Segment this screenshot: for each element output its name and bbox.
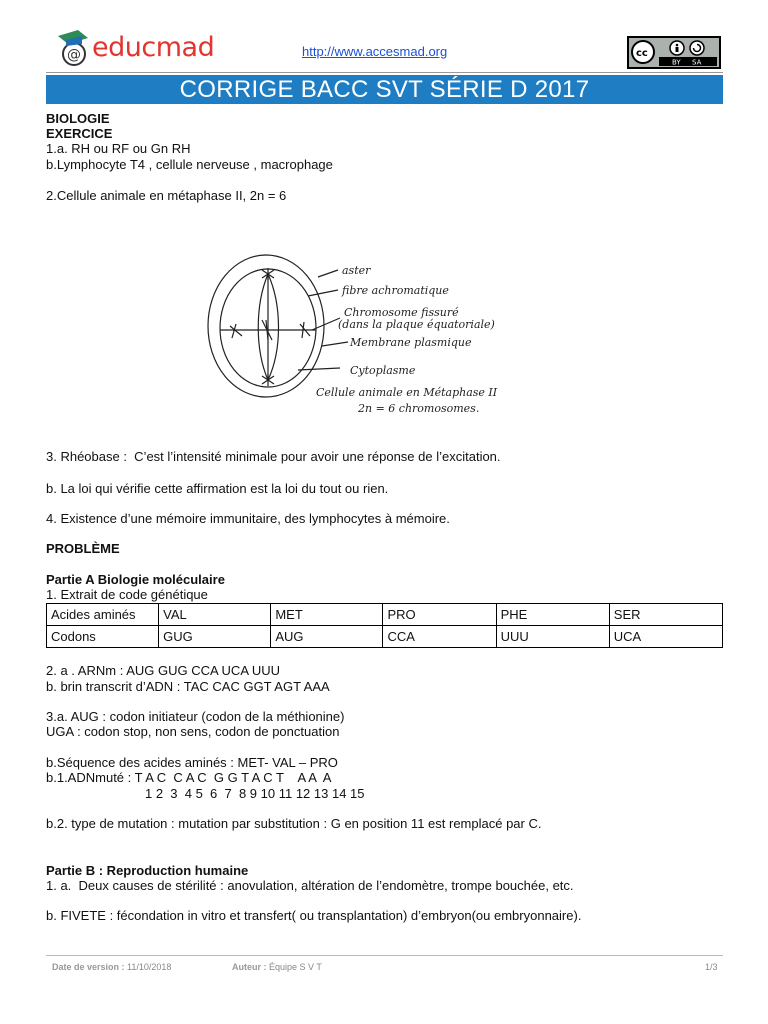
- answer-3b: b.Séquence des acides aminés : MET- VAL – PRO: [46, 755, 338, 770]
- spindle-fiber: [268, 274, 279, 380]
- subheading-partie-a: Partie A Biologie moléculaire: [46, 572, 225, 587]
- footer-divider: [46, 955, 723, 956]
- answer-b1b: b. FIVETE : fécondation in vitro et transfert( ou transplantation) d’embryon(ou embryonnaire).: [46, 908, 582, 923]
- label-cellule: Cellule animale en Métaphase II: [316, 386, 498, 399]
- subheading-exercice: EXERCICE: [46, 126, 113, 141]
- aster-bottom: [262, 374, 274, 386]
- header-divider: [46, 72, 723, 73]
- logo-icon: [52, 28, 96, 72]
- footer-page-number: 1/3: [705, 962, 718, 972]
- label-aster: aster: [342, 264, 371, 277]
- answer-1a: 1.a. RH ou RF ou Gn RH: [46, 141, 191, 156]
- table-cell: CCA: [383, 626, 496, 648]
- label-2n: 2n = 6 chromosomes.: [358, 402, 480, 415]
- answer-2b: b. brin transcrit d’ADN : TAC CAC GGT AGT AAA: [46, 679, 330, 694]
- answer-3b: b. La loi qui vérifie cette affirmation est la loi du tout ou rien.: [46, 481, 389, 496]
- table-cell: GUG: [159, 626, 271, 648]
- logo-text: educmad: [92, 32, 215, 63]
- answer-3a-uga: UGA : codon stop, non sens, codon de ponctuation: [46, 724, 340, 739]
- footer-date: Date de version : 11/10/2018: [52, 962, 172, 972]
- label-fibre: fibre achromatique: [342, 284, 449, 297]
- table-cell: PHE: [496, 604, 609, 626]
- section-heading-probleme: PROBLÈME: [46, 541, 120, 556]
- table-cell: UCA: [609, 626, 722, 648]
- label-line: [322, 342, 348, 346]
- table-cell: VAL: [159, 604, 271, 626]
- answer-b1a: 1. a. Deux causes de stérilité : anovulation, altération de l’endomètre, trompe bouchée, etc.: [46, 878, 574, 893]
- table-cell: UUU: [496, 626, 609, 648]
- answer-3b2: b.2. type de mutation : mutation par substitution : G en position 11 est remplacé par C.: [46, 816, 542, 831]
- svg-text:BY: BY: [672, 58, 681, 67]
- label-chromosome: Chromosome fissuré: [344, 306, 459, 319]
- answer-3a: 3.a. AUG : codon initiateur (codon de la méthionine): [46, 709, 345, 724]
- answer-4: 4. Existence d’une mémoire immunitaire, des lymphocytes à mémoire.: [46, 511, 450, 526]
- metaphase-drawing: [200, 250, 510, 420]
- table-cell: Codons: [47, 626, 159, 648]
- position-numbers: 1 2 3 4 5 6 7 8 9 10 11 12 13 14 15: [145, 786, 365, 801]
- genetic-code-table: [46, 603, 723, 648]
- section-heading-biologie: BIOLOGIE: [46, 111, 110, 126]
- subheading-partie-b: Partie B : Reproduction humaine: [46, 863, 249, 878]
- answer-1b: b.Lymphocyte T4 , cellule nerveuse , macrophage: [46, 157, 333, 172]
- table-caption: 1. Extrait de code génétique: [46, 587, 208, 602]
- label-plaque: (dans la plaque équatoriale): [338, 318, 495, 331]
- answer-3: 3. Rhéobase : C’est l’intensité minimale pour avoir une réponse de l’excitation.: [46, 449, 501, 464]
- cc-by-sa-icon: [629, 38, 719, 67]
- label-line: [298, 368, 340, 370]
- table-cell: SER: [609, 604, 722, 626]
- table-cell: Acides aminés: [47, 604, 159, 626]
- cc-license-badge[interactable]: [627, 36, 721, 69]
- table-cell: AUG: [271, 626, 383, 648]
- label-line: [308, 290, 338, 296]
- site-link[interactable]: http://www.accesmad.org: [302, 44, 448, 59]
- answer-2a: 2. a . ARNm : AUG GUG CCA UCA UUU: [46, 663, 281, 678]
- table-cell: PRO: [383, 604, 496, 626]
- answer-2: 2.Cellule animale en métaphase II, 2n = 6: [46, 188, 287, 203]
- label-membrane: Membrane plasmique: [350, 336, 472, 349]
- answer-3b1: b.1.ADNmuté : T A C C A C G G T A C T A A A: [46, 770, 332, 785]
- table-cell: MET: [271, 604, 383, 626]
- svg-text:@: @: [67, 47, 81, 63]
- svg-text:SA: SA: [692, 58, 702, 67]
- footer-author: Auteur : Équipe S V T: [232, 962, 322, 972]
- label-cytoplasme: Cytoplasme: [350, 364, 416, 377]
- label-line: [318, 270, 338, 277]
- chromosome: [230, 324, 242, 338]
- table-row: [47, 604, 723, 626]
- page-title: CORRIGE BACC SVT SÉRIE D 2017: [46, 75, 723, 104]
- svg-text:cc: cc: [636, 48, 648, 59]
- table-row: [47, 626, 723, 648]
